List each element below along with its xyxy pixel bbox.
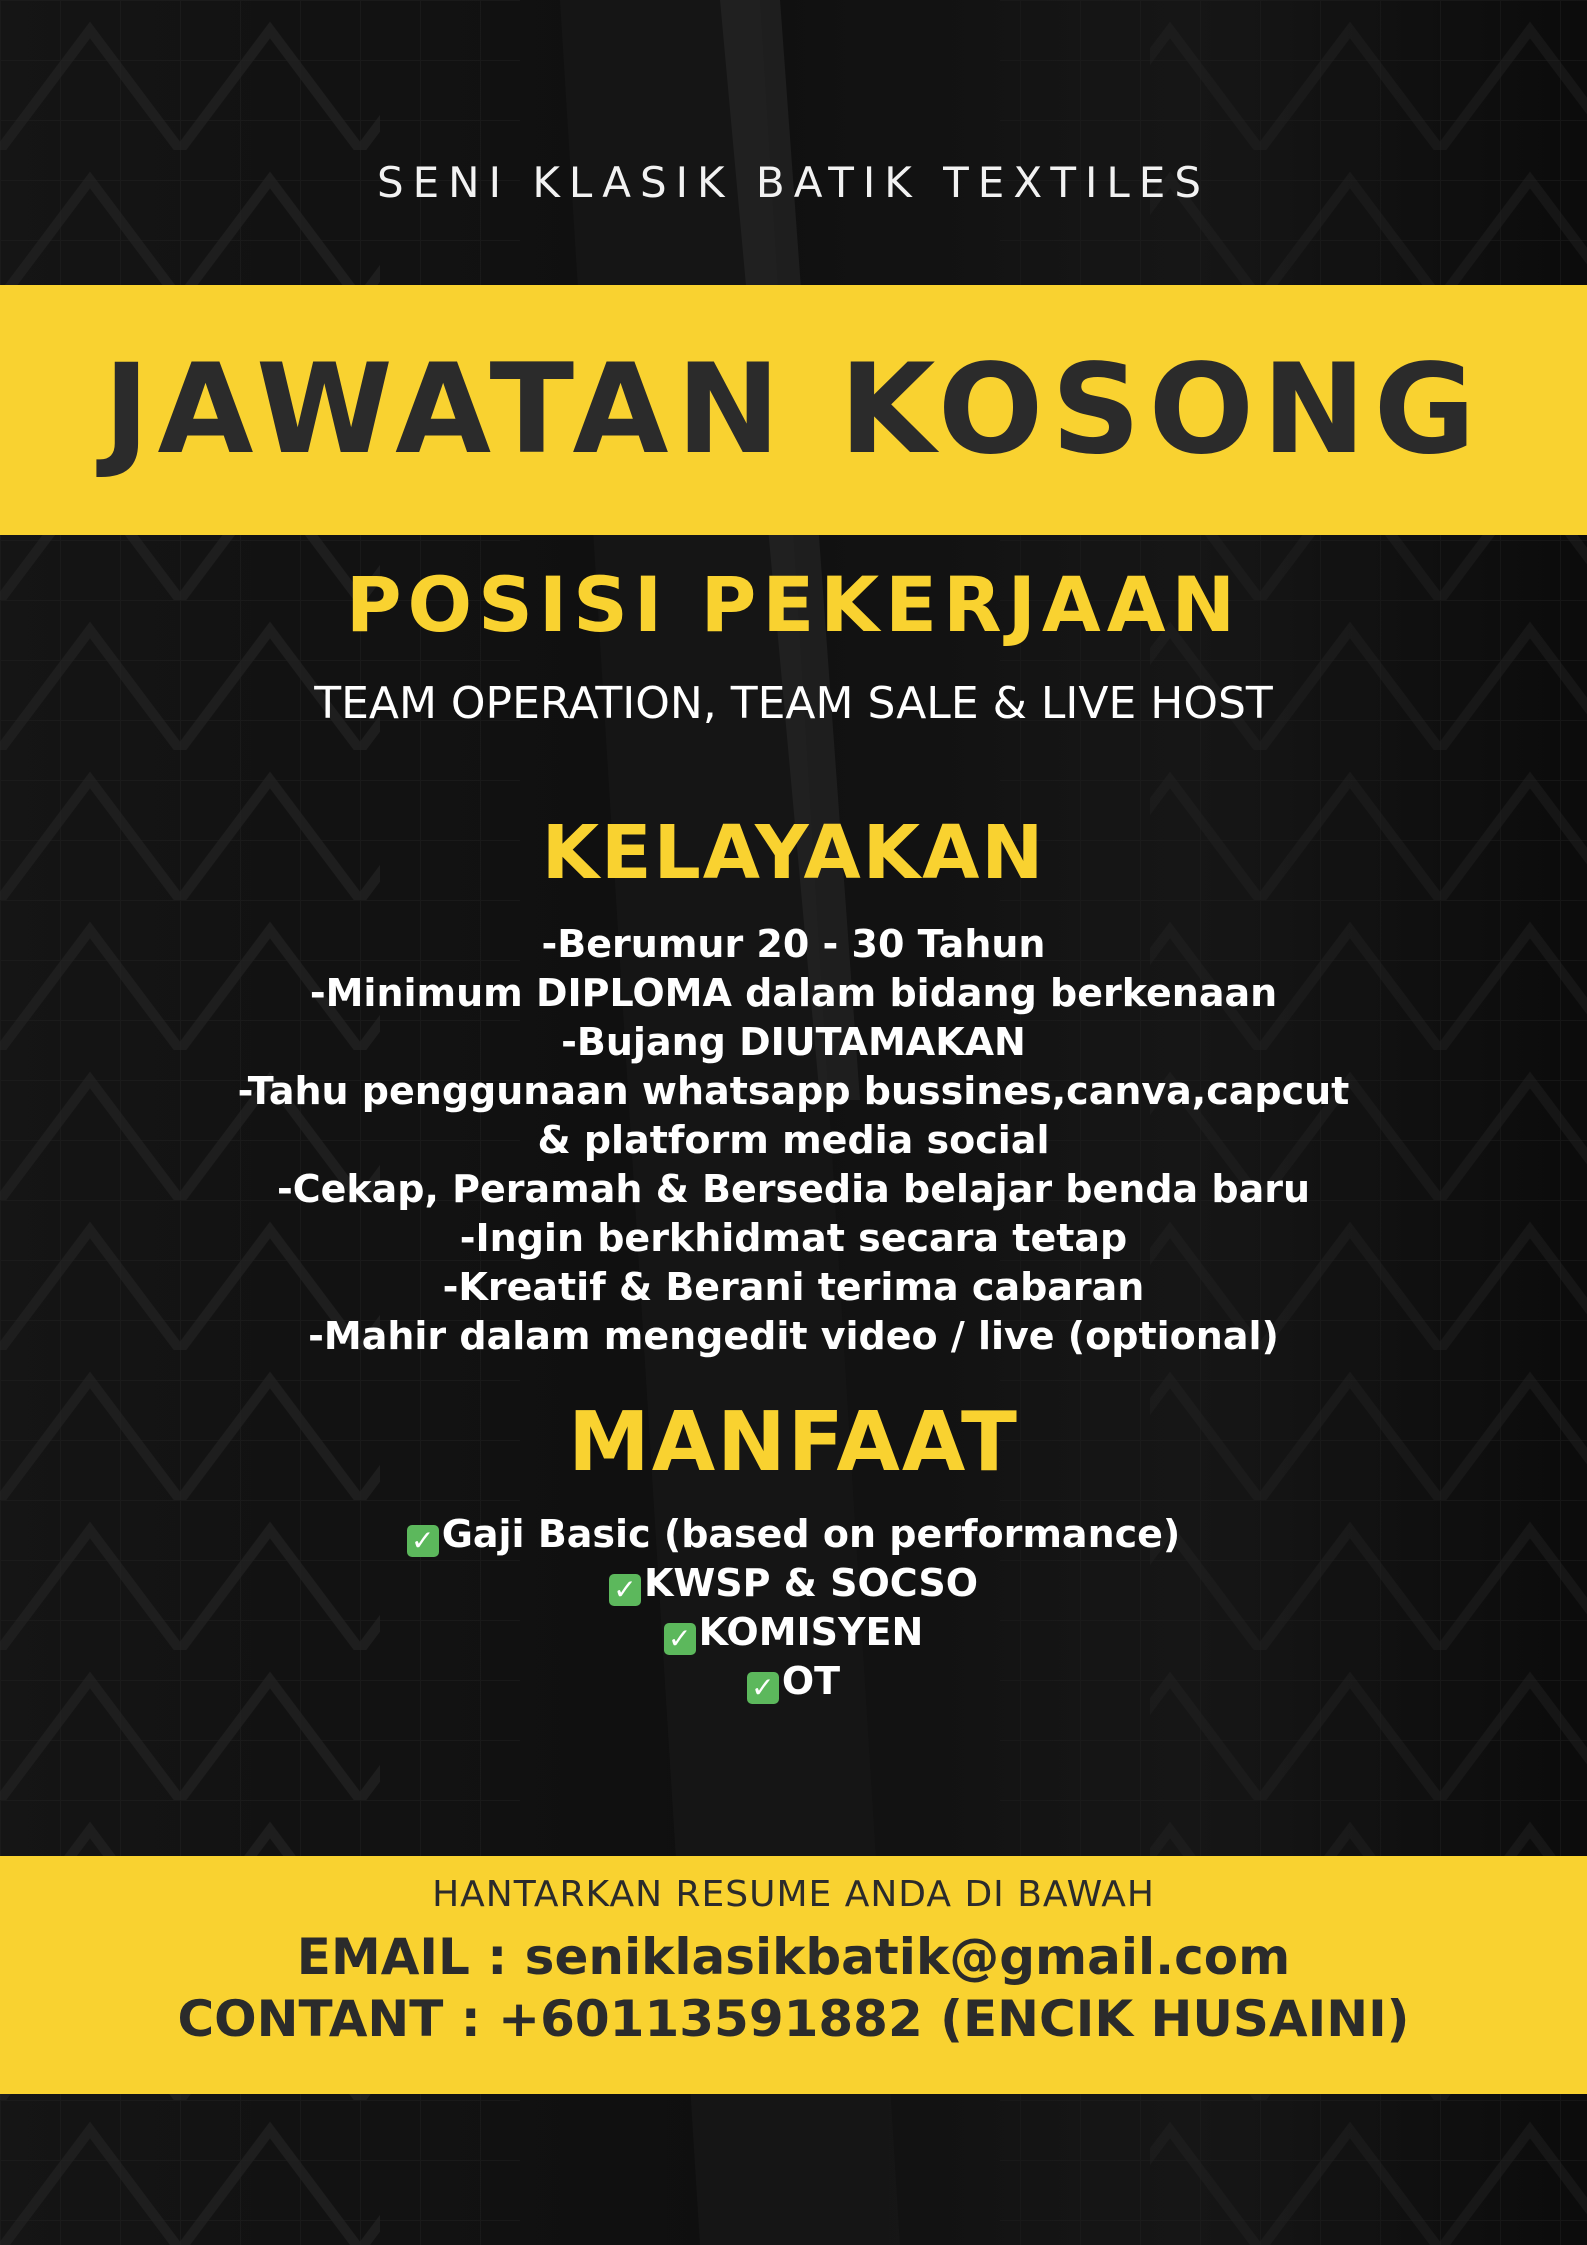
benefit-label: KWSP & SOCSO <box>643 1561 979 1605</box>
eligibility-list <box>0 920 1587 1361</box>
contact-line: CONTANT : +60113591882 (ENCIK HUSAINI) <box>177 1990 1410 2048</box>
eligibility-section-title: KELAYAKAN <box>541 810 1046 896</box>
benefit-label: KOMISYEN <box>698 1610 924 1654</box>
check-mark-icon: ✓ <box>664 1623 696 1655</box>
list-item <box>0 1559 1587 1608</box>
check-mark-icon: ✓ <box>407 1525 439 1557</box>
list-item: -Bujang DIUTAMAKAN <box>561 1020 1026 1064</box>
check-mark-icon: ✓ <box>609 1574 641 1606</box>
list-item <box>0 1510 1587 1559</box>
list-item: -Mahir dalam mengedit video / live (optional) <box>308 1314 1279 1358</box>
list-item: -Cekap, Peramah & Bersedia belajar benda baru <box>276 1167 1311 1211</box>
position-section-title: POSISI PEKERJAAN <box>345 560 1242 649</box>
list-item: -Berumur 20 - 30 Tahun <box>541 922 1046 966</box>
list-item <box>0 1657 1587 1706</box>
list-item: -Kreatif & Berani terima cabaran <box>442 1265 1145 1309</box>
position-roles: TEAM OPERATION, TEAM SALE & LIVE HOST <box>314 678 1273 729</box>
headline: JAWATAN KOSONG <box>103 338 1484 482</box>
list-item: -Ingin berkhidmat secara tetap <box>459 1216 1128 1260</box>
benefit-label: OT <box>781 1659 841 1703</box>
list-item: -Tahu penggunaan whatsapp bussines,canva,capcut & platform media social <box>237 1069 1350 1162</box>
list-item <box>0 1608 1587 1657</box>
benefit-label: Gaji Basic (based on performance) <box>441 1512 1181 1556</box>
check-mark-icon: ✓ <box>747 1672 779 1704</box>
email-line: EMAIL : seniklasikbatik@gmail.com <box>296 1928 1291 1986</box>
list-item: -Minimum DIPLOMA dalam bidang berkenaan <box>309 971 1278 1015</box>
company-name: SENI KLASIK BATIK TEXTILES <box>376 158 1210 207</box>
benefits-list <box>0 1510 1587 1706</box>
resume-instruction: HANTARKAN RESUME ANDA DI BAWAH <box>432 1874 1155 1915</box>
benefits-section-title: MANFAAT <box>568 1395 1019 1490</box>
